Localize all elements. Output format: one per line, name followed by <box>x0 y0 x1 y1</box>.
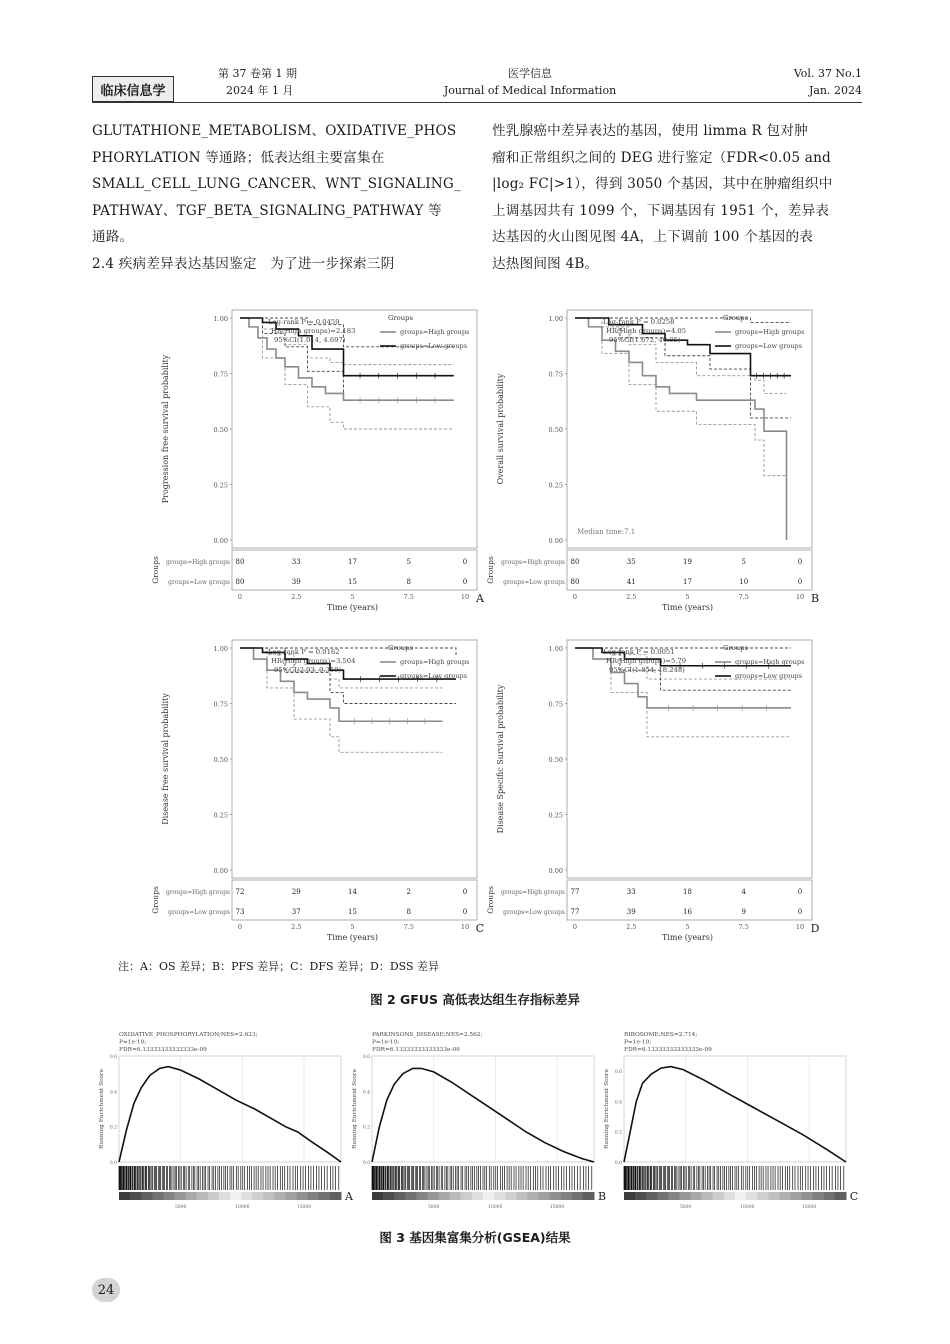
km-panel-c <box>151 640 484 942</box>
gsea-x-tick-label: 15000 <box>296 1205 312 1208</box>
stat-text: HR(High groups)=5.79 <box>606 657 687 665</box>
rank-gradient-cell <box>330 1192 342 1200</box>
risk-count-low: 17 <box>683 578 692 586</box>
rank-gradient-cell <box>802 1192 814 1200</box>
rank-gradient-cell <box>208 1192 220 1200</box>
x-tick-label: 2.5 <box>626 593 637 601</box>
gsea-title-line: FDR=6.13333333333333e-09 <box>372 1047 460 1053</box>
stat-text: Log-rank P = 0.0258 <box>603 318 675 326</box>
gsea-x-tick-label: 5000 <box>427 1205 440 1208</box>
x-tick-label: 5 <box>350 923 355 931</box>
risk-count-high: 19 <box>683 558 692 566</box>
x-axis-label: Time (years) <box>327 933 378 942</box>
right-line: 上调基因共有 1099 个，下调基因有 1951 个，差异表 <box>492 202 830 219</box>
rank-gradient-cell <box>746 1192 758 1200</box>
rank-gradient-cell <box>405 1192 417 1200</box>
y-tick-label: 0.25 <box>548 481 563 490</box>
gsea-title-line: P=1e-10; <box>372 1039 400 1046</box>
risk-count-low: 39 <box>626 908 636 916</box>
rank-gradient-cell <box>197 1192 209 1200</box>
risk-count-high: 5 <box>406 558 411 566</box>
rank-gradient-cell <box>516 1192 528 1200</box>
risk-count-low: 80 <box>570 578 580 586</box>
gsea-x-tick-label: 10000 <box>235 1205 250 1208</box>
x-axis-label: Time (years) <box>662 603 713 612</box>
y-tick-label: 1.00 <box>548 645 563 653</box>
rank-gradient-cell <box>230 1192 242 1200</box>
x-tick-label: 2.5 <box>291 923 302 931</box>
rank-gradient-cell <box>483 1192 495 1200</box>
risk-count-low: 10 <box>739 578 749 586</box>
risk-row-low-label: groups=Low groups <box>168 909 230 916</box>
panel-letter: A <box>345 1190 353 1203</box>
y-tick-label: 0.50 <box>548 426 563 434</box>
legend-title: Groups <box>388 644 413 652</box>
risk-count-high: 0 <box>462 888 468 896</box>
gsea-title-line: FDR=6.13333333333333e-09 <box>119 1047 207 1053</box>
left-line: 2.4 疾病差异表达基因鉴定 为了进一步探索三阴 <box>92 255 395 272</box>
legend-low-label: groups=Low groups <box>735 342 803 350</box>
x-tick-label: 10 <box>460 923 470 931</box>
gsea-y-tick-label: 0.0 <box>362 1161 370 1166</box>
gsea-title-line: OXIDATIVE_PHOSPHORYLATION;NES=2.623; <box>119 1032 258 1038</box>
gsea-title-line: RIBOSOME;NES=2.714; <box>624 1032 698 1038</box>
risk-row-low-label: groups=Low groups <box>168 579 230 586</box>
fig3-caption: 图 3 基因集富集分析(GSEA)结果 <box>379 1230 571 1245</box>
rank-gradient-cell <box>416 1192 428 1200</box>
risk-row-high-label: groups=High groups <box>500 559 565 566</box>
gsea-title-line: PARKINSONS_DISEASE;NES=2.562; <box>372 1032 483 1038</box>
rank-gradient-cell <box>702 1192 714 1200</box>
rank-gradient-cell <box>550 1192 562 1200</box>
risk-count-high: 14 <box>348 888 357 896</box>
gsea-y-axis-label: Running Enrichment Score <box>99 1068 105 1150</box>
risk-axis-label: Groups <box>151 556 160 584</box>
y-tick-label: 0.25 <box>213 811 228 820</box>
left-line: SMALL_CELL_LUNG_CANCER、WNT_SIGNALING_ <box>92 176 461 193</box>
rank-gradient-cell <box>561 1192 573 1200</box>
km-note: 注：A：OS 差异；B：PFS 差异；C：DFS 差异；D：DSS 差异 <box>118 960 440 973</box>
gsea-plot-frame <box>624 1056 846 1162</box>
risk-count-low: 73 <box>235 908 245 916</box>
panel-letter: C <box>475 922 485 935</box>
rank-gradient-cell <box>757 1192 769 1200</box>
rank-gradient-cell <box>319 1192 331 1200</box>
gsea-title-line: P=1e-10; <box>624 1039 652 1046</box>
rank-gradient-cell <box>813 1192 825 1200</box>
gsea-x-tick-label: 5000 <box>174 1205 187 1208</box>
gsea-y-tick-label: 0.2 <box>109 1125 117 1131</box>
y-axis-label: Progression free survival probability <box>161 354 170 504</box>
risk-count-low: 9 <box>741 908 746 916</box>
rank-gradient-cell <box>461 1192 473 1200</box>
page-number: 24 <box>92 1278 120 1302</box>
rank-gradient-cell <box>372 1192 384 1200</box>
y-tick-label: 0.75 <box>548 700 563 709</box>
y-axis-label: Disease free survival probability <box>161 693 170 825</box>
rank-gradient-cell <box>624 1192 636 1200</box>
legend-high-label: groups=High groups <box>400 328 470 336</box>
date-en: Jan. 2024 <box>808 84 862 97</box>
risk-count-low: 39 <box>291 578 301 586</box>
gsea-panel-b <box>352 1032 606 1208</box>
rank-gradient-cell <box>308 1192 320 1200</box>
gsea-y-tick-label: 0.2 <box>614 1130 622 1136</box>
rank-gradient-cell <box>824 1192 836 1200</box>
legend-title: Groups <box>388 314 413 322</box>
x-tick-label: 10 <box>795 593 805 601</box>
x-axis-label: Time (years) <box>662 933 713 942</box>
rank-gradient-cell <box>130 1192 142 1200</box>
legend-low-label: groups=Low groups <box>400 342 468 350</box>
risk-count-low: 8 <box>406 908 411 916</box>
rank-gradient-cell <box>141 1192 153 1200</box>
gsea-y-tick-label: 0.2 <box>362 1125 370 1131</box>
gsea-title-line: FDR=6.13333333333333e-09 <box>624 1047 712 1053</box>
risk-axis-label: Groups <box>486 556 495 584</box>
legend-high-label: groups=High groups <box>400 658 470 666</box>
enrichment-curve <box>119 1067 341 1162</box>
risk-count-low: 15 <box>348 578 357 586</box>
y-tick-label: 0.75 <box>548 370 563 379</box>
gsea-x-tick-label: 10000 <box>740 1205 755 1208</box>
x-tick-label: 0 <box>572 923 578 931</box>
risk-count-high: 80 <box>235 558 245 566</box>
x-tick-label: 10 <box>460 593 470 601</box>
enrichment-curve <box>624 1067 846 1162</box>
y-axis-label: Overall survival probability <box>496 373 505 485</box>
gsea-y-tick-label: 0.4 <box>109 1090 117 1096</box>
km-panel-d <box>486 640 820 942</box>
gsea-y-tick-label: 0.6 <box>109 1055 117 1060</box>
rank-gradient-cell <box>394 1192 406 1200</box>
y-tick-label: 0.00 <box>548 537 563 545</box>
left-column <box>92 118 464 278</box>
legend-high-label: groups=High groups <box>735 328 805 336</box>
gsea-y-axis-label: Running Enrichment Score <box>604 1068 610 1150</box>
right-line: 达热图间图 4B。 <box>492 255 599 272</box>
x-axis-label: Time (years) <box>327 603 378 612</box>
gsea-panel-c <box>604 1032 858 1208</box>
risk-count-low: 0 <box>797 908 803 916</box>
rank-gradient-cell <box>241 1192 253 1200</box>
risk-count-low: 80 <box>235 578 245 586</box>
x-tick-label: 0 <box>237 923 243 931</box>
panel-letter: C <box>849 1190 859 1203</box>
y-tick-label: 0.75 <box>213 370 228 379</box>
right-line: 性乳腺癌中差异表达的基因，使用 limma R 包对肿 <box>492 123 808 139</box>
risk-row-high-label: groups=High groups <box>165 889 230 896</box>
y-tick-label: 0.00 <box>213 867 228 875</box>
journal-en: Journal of Medical Information <box>443 84 617 97</box>
risk-row-high-label: groups=High groups <box>500 889 565 896</box>
y-tick-label: 0.50 <box>548 756 563 764</box>
gsea-y-tick-label: 0.0 <box>614 1161 622 1166</box>
gsea-x-tick-label: 5000 <box>679 1205 692 1208</box>
x-tick-label: 0 <box>572 593 578 601</box>
gsea-y-tick-label: 0.6 <box>362 1055 370 1060</box>
risk-axis-label: Groups <box>151 886 160 914</box>
y-tick-label: 0.00 <box>213 537 228 545</box>
risk-count-high: 18 <box>683 888 692 896</box>
y-tick-label: 0.25 <box>548 811 563 820</box>
risk-count-high: 17 <box>348 558 357 566</box>
stat-text: HR(High groups)=2.183 <box>271 327 356 335</box>
rank-gradient-cell <box>713 1192 725 1200</box>
gsea-figure <box>0 1028 950 1208</box>
rank-gradient-cell <box>286 1192 298 1200</box>
x-tick-label: 7.5 <box>403 923 414 931</box>
rank-gradient-cell <box>439 1192 451 1200</box>
legend-low-label: groups=Low groups <box>735 672 803 680</box>
y-tick-label: 0.25 <box>213 481 228 490</box>
rank-gradient-cell <box>472 1192 484 1200</box>
left-line: 通路。 <box>92 229 134 246</box>
risk-count-high: 35 <box>626 558 636 566</box>
rank-gradient-cell <box>539 1192 551 1200</box>
vol-en: Vol. 37 No.1 <box>793 67 862 80</box>
risk-count-high: 0 <box>797 888 803 896</box>
risk-count-low: 77 <box>570 908 580 916</box>
right-column <box>492 118 864 278</box>
y-tick-label: 0.50 <box>213 426 228 434</box>
x-tick-label: 2.5 <box>291 593 302 601</box>
rank-gradient-cell <box>835 1192 847 1200</box>
gsea-y-tick-label: 0.6 <box>614 1070 622 1076</box>
x-tick-label: 0 <box>237 593 243 601</box>
panel-letter: D <box>810 922 820 935</box>
y-axis-label: Disease Specific Survival probability <box>496 684 505 834</box>
x-tick-label: 2.5 <box>626 923 637 931</box>
rank-gradient-cell <box>163 1192 175 1200</box>
risk-count-high: 4 <box>741 888 746 896</box>
rank-gradient-cell <box>768 1192 780 1200</box>
rank-gradient-cell <box>735 1192 747 1200</box>
risk-count-high: 2 <box>406 888 411 896</box>
risk-count-low: 37 <box>291 908 301 916</box>
risk-count-low: 15 <box>348 908 357 916</box>
risk-axis-label: Groups <box>486 886 495 914</box>
issue-cn: 第 37 卷第 1 期 <box>218 67 297 80</box>
km-figure <box>0 300 950 960</box>
gsea-x-tick-label: 15000 <box>801 1205 817 1208</box>
km-panel-b <box>486 310 819 612</box>
gsea-y-tick-label: 0.4 <box>614 1100 622 1106</box>
rank-gradient-cell <box>494 1192 506 1200</box>
rank-gradient-cell <box>152 1192 164 1200</box>
x-tick-label: 7.5 <box>738 593 749 601</box>
x-tick-label: 10 <box>795 923 805 931</box>
stat-text: HR(High groups)=3.504 <box>271 657 356 665</box>
rank-gradient-cell <box>505 1192 517 1200</box>
enrichment-curve <box>372 1068 594 1162</box>
x-tick-label: 5 <box>685 593 690 601</box>
left-line: PHORYLATION 等通路；低表达组主要富集在 <box>92 149 385 166</box>
legend-low-label: groups=Low groups <box>400 672 468 680</box>
stat-text: Log-rank P = 0.0051 <box>603 648 675 656</box>
x-tick-label: 5 <box>685 923 690 931</box>
risk-count-low: 0 <box>462 578 468 586</box>
risk-row-low-label: groups=Low groups <box>503 579 565 586</box>
rank-gradient-cell <box>668 1192 680 1200</box>
gsea-title-line: P=1e-10; <box>119 1039 147 1046</box>
rank-gradient-cell <box>635 1192 647 1200</box>
gsea-plot-frame <box>119 1056 341 1162</box>
y-tick-label: 1.00 <box>213 645 228 653</box>
rank-gradient-cell <box>186 1192 198 1200</box>
fig2-caption: 图 2 GFUS 高低表达组生存指标差异 <box>370 992 580 1007</box>
legend-title: Groups <box>723 644 748 652</box>
risk-row-low-label: groups=Low groups <box>503 909 565 916</box>
x-tick-label: 7.5 <box>403 593 414 601</box>
panel-letter: B <box>597 1190 607 1203</box>
risk-count-high: 5 <box>741 558 746 566</box>
gsea-y-axis-label: Running Enrichment Score <box>352 1068 358 1150</box>
stat-text: 95%CI(1.672, 40.05) <box>609 336 681 344</box>
risk-count-high: 0 <box>797 558 803 566</box>
risk-row-high-label: groups=High groups <box>165 559 230 566</box>
gsea-x-tick-label: 10000 <box>488 1205 503 1208</box>
rank-gradient-cell <box>657 1192 669 1200</box>
y-tick-label: 0.50 <box>213 756 228 764</box>
rank-gradient-cell <box>428 1192 440 1200</box>
rank-gradient-cell <box>791 1192 803 1200</box>
risk-count-low: 0 <box>462 908 468 916</box>
risk-count-high: 72 <box>235 888 245 896</box>
legend-title: Groups <box>723 314 748 322</box>
stat-text: HR(High groups)=4.05 <box>606 327 687 335</box>
stat-text: Log-rank P = 0.0162 <box>268 648 340 656</box>
y-tick-label: 1.00 <box>548 315 563 323</box>
rank-gradient-cell <box>450 1192 462 1200</box>
right-line: 瘤和正常组织之间的 DEG 进行鉴定（FDR<0.05 and <box>492 149 831 166</box>
risk-count-high: 0 <box>462 558 468 566</box>
y-tick-label: 1.00 <box>213 315 228 323</box>
y-tick-label: 0.75 <box>213 700 228 709</box>
risk-count-low: 41 <box>626 578 636 586</box>
rank-gradient-cell <box>263 1192 275 1200</box>
rank-gradient-cell <box>779 1192 791 1200</box>
rank-gradient-cell <box>680 1192 692 1200</box>
gsea-x-tick-label: 15000 <box>549 1205 565 1208</box>
x-tick-label: 5 <box>350 593 355 601</box>
risk-count-high: 29 <box>291 888 301 896</box>
stat-text: 95%CI(2.03, 9.359) <box>274 666 342 674</box>
panel-letter: B <box>810 592 820 605</box>
stat-text: Log-rank P = 0.0459 <box>268 318 340 326</box>
legend-high-label: groups=High groups <box>735 658 805 666</box>
stat-text: 95%CI(1.854, 18.248) <box>609 666 685 674</box>
rank-gradient-cell <box>274 1192 286 1200</box>
rank-gradient-cell <box>175 1192 187 1200</box>
right-line: |log₂ FC|>1），得到 3050 个基因，其中在肿瘤组织中 <box>492 176 833 193</box>
rank-gradient-cell <box>527 1192 539 1200</box>
risk-count-low: 8 <box>406 578 411 586</box>
rank-gradient-cell <box>691 1192 703 1200</box>
rank-gradient-cell <box>572 1192 584 1200</box>
journal-cn: 医学信息 <box>508 67 552 80</box>
left-line: PATHWAY、TGF_BETA_SIGNALING_PATHWAY 等 <box>92 202 442 219</box>
rank-gradient-cell <box>252 1192 264 1200</box>
left-line: GLUTATHIONE_METABOLISM、OXIDATIVE_PHOS <box>92 123 457 139</box>
rank-gradient-cell <box>583 1192 595 1200</box>
y-tick-label: 0.00 <box>548 867 563 875</box>
risk-count-low: 0 <box>797 578 803 586</box>
x-tick-label: 7.5 <box>738 923 749 931</box>
risk-count-high: 77 <box>570 888 580 896</box>
rank-gradient-cell <box>383 1192 395 1200</box>
section-tag: 临床信息学 <box>92 76 174 102</box>
rank-gradient-cell <box>297 1192 309 1200</box>
gsea-y-tick-label: 0.4 <box>362 1090 370 1096</box>
km-panel-a <box>151 310 485 612</box>
risk-count-high: 33 <box>291 558 301 566</box>
gsea-panel-a <box>99 1032 354 1208</box>
risk-count-low: 16 <box>683 908 692 916</box>
median-time: Median time:7.1 <box>577 528 636 536</box>
header-rule <box>92 102 862 103</box>
right-line: 达基因的火山图见图 4A，上下调前 100 个基因的表 <box>492 229 814 246</box>
rank-gradient-cell <box>219 1192 231 1200</box>
rank-gradient-cell <box>724 1192 736 1200</box>
date-cn: 2024 年 1 月 <box>226 84 294 97</box>
panel-letter: A <box>476 592 484 605</box>
risk-count-high: 80 <box>570 558 580 566</box>
gsea-y-tick-label: 0.0 <box>109 1161 117 1166</box>
rank-gradient-cell <box>119 1192 131 1200</box>
rank-gradient-cell <box>646 1192 658 1200</box>
stat-text: 95%CI(1.014, 4.697) <box>274 336 346 344</box>
risk-count-high: 33 <box>626 888 636 896</box>
